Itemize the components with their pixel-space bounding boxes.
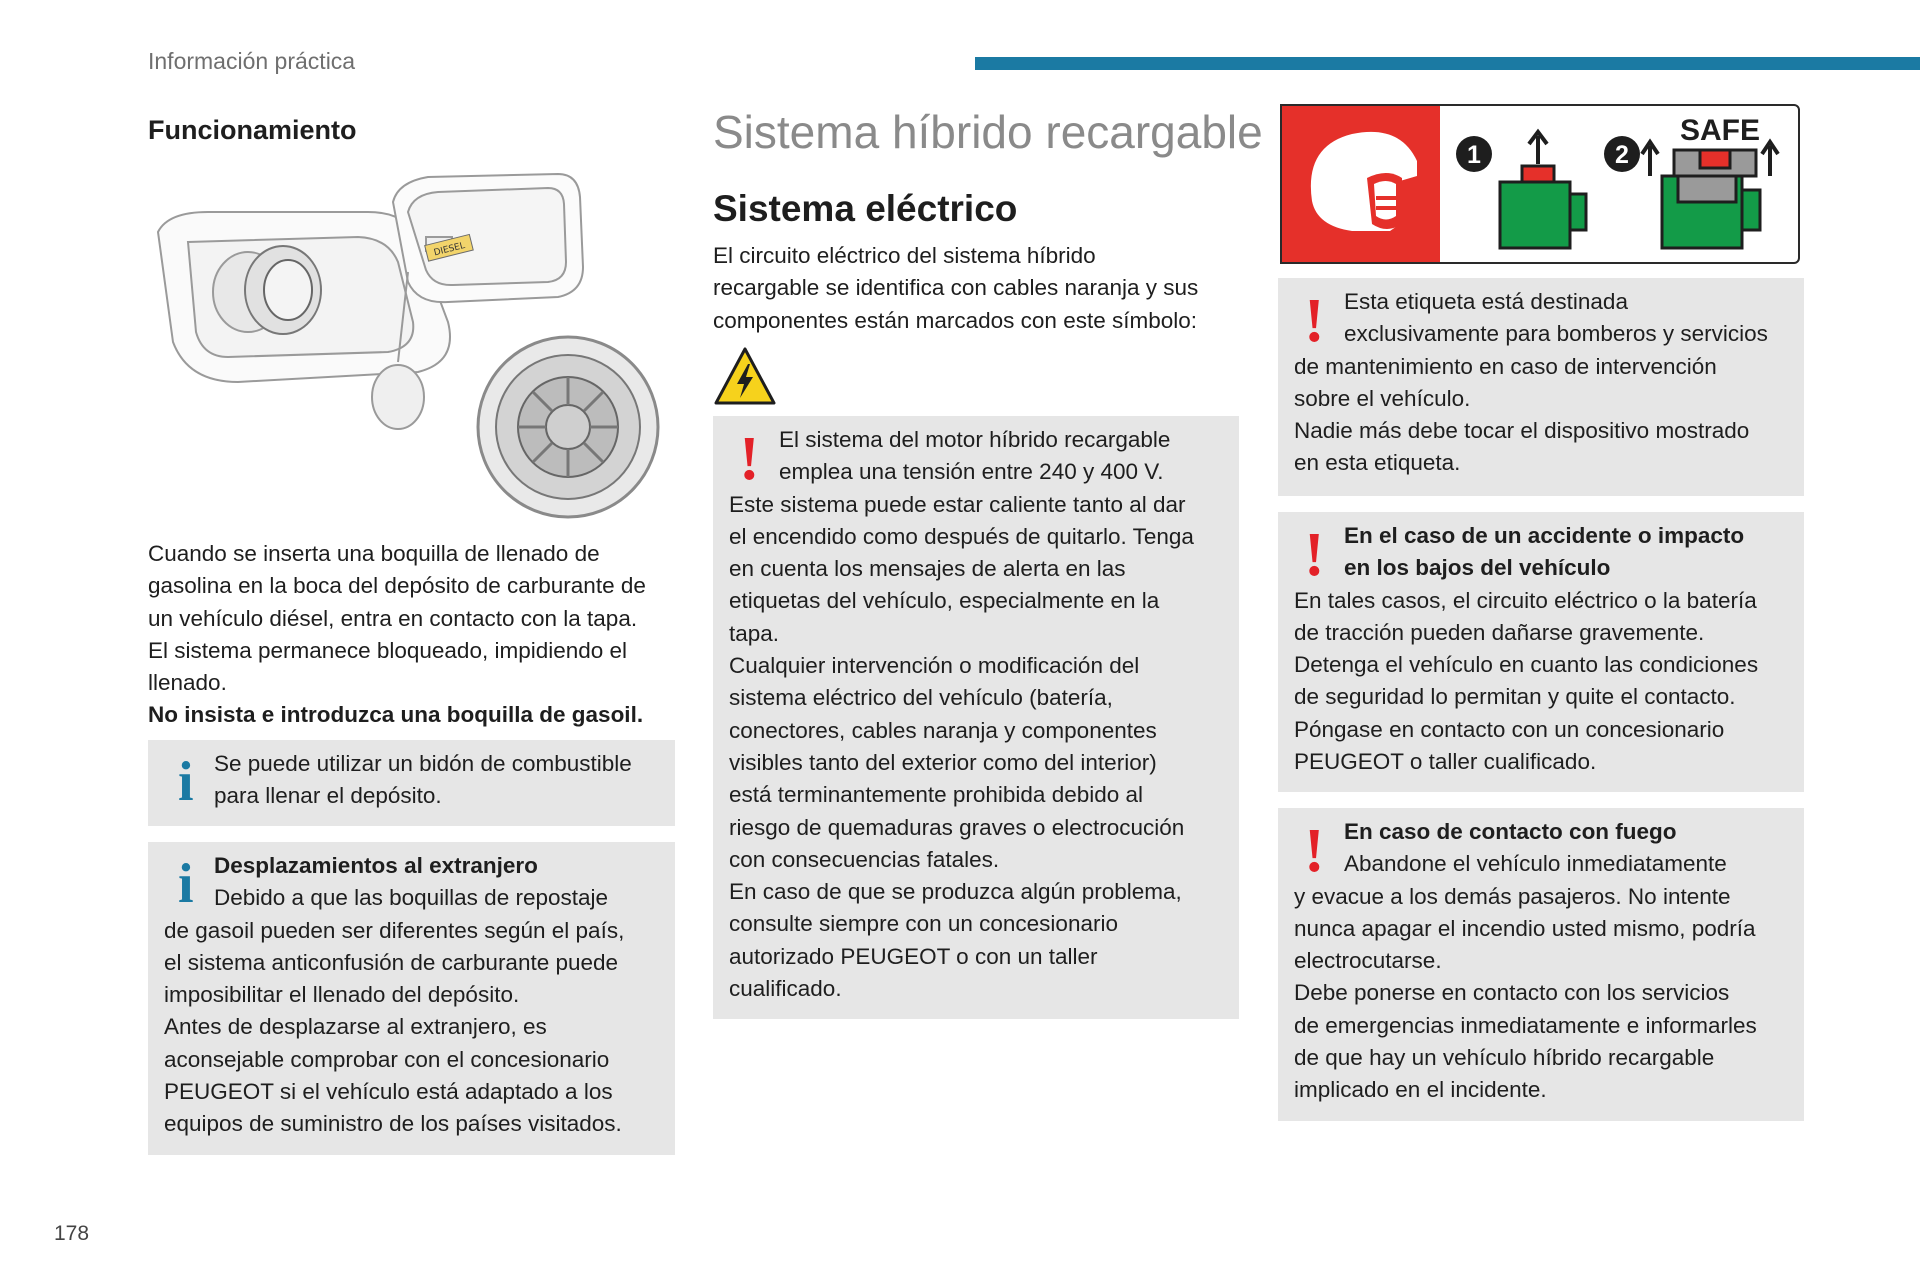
warning-line: sistema eléctrico del vehículo (batería, <box>729 685 1113 711</box>
warning-line: Esta etiqueta está destinada <box>1344 289 1628 314</box>
warning-line: de tracción pueden dañarse gravemente. <box>1294 619 1705 645</box>
paragraph-line: llenado. <box>148 670 227 696</box>
step-2-number: 2 <box>1615 141 1629 169</box>
paragraph-line: recargable se identifica con cables naranja y sus <box>713 275 1199 301</box>
warning-line: de seguridad lo permitan y quite el contacto. <box>1294 684 1736 710</box>
warning-exclamation-icon: ! <box>1304 287 1325 355</box>
warning-exclamation-icon: ! <box>1304 817 1325 885</box>
page-number: 178 <box>54 1222 90 1245</box>
warning-line: PEUGEOT o taller cualificado. <box>1294 749 1597 775</box>
warning-line: de emergencias inmediatamente e informarles <box>1294 1012 1757 1038</box>
warning-line: de mantenimiento en caso de intervención <box>1294 353 1717 379</box>
warning-title: En caso de contacto con fuego <box>1344 819 1677 844</box>
warning-line: En tales casos, el circuito eléctrico o la batería <box>1294 587 1757 613</box>
info-line: Debido a que las boquillas de repostaje <box>214 885 609 911</box>
intro-paragraph <box>713 240 1233 337</box>
info-line: PEUGEOT si el vehículo está adaptado a los <box>164 1079 613 1105</box>
header-accent-bar <box>975 57 1920 70</box>
info-line: de gasoil pueden ser diferentes según el país, <box>164 917 625 943</box>
warning-line: con consecuencias fatales. <box>729 846 1000 872</box>
paragraph-bold-line: No insista e introduzca una boquilla de gasoil. <box>148 702 644 728</box>
warning-line: cualificado. <box>729 976 842 1002</box>
step-1-number: 1 <box>1467 141 1481 169</box>
warning-line: visibles tanto del exterior como del interior) <box>729 749 1157 775</box>
warning-line: Este sistema puede estar caliente tanto al dar <box>729 491 1186 517</box>
paragraph-line: Cuando se inserta una boquilla de llenado de <box>148 541 600 566</box>
warning-line: sobre el vehículo. <box>1294 385 1471 411</box>
diesel-tag-label: DIESEL <box>432 241 467 259</box>
info-line: el sistema anticonfusión de carburante puede <box>164 949 619 975</box>
warning-box-accident <box>1278 512 1804 792</box>
warning-line: conectores, cables naranja y componentes <box>729 717 1157 743</box>
info-title: Desplazamientos al extranjero <box>214 853 538 878</box>
warning-line: en cuenta los mensajes de alerta en las <box>729 556 1126 582</box>
heading-funcionamiento: Funcionamiento <box>148 115 357 145</box>
paragraph-line: componentes están marcados con este símbolo: <box>713 307 1198 333</box>
info-line: equipos de suministro de los países visitados. <box>164 1111 622 1137</box>
warning-line: en esta etiqueta. <box>1294 450 1461 476</box>
paragraph-line: gasolina en la boca del depósito de carburante de <box>148 573 646 599</box>
warning-line: el encendido como después de quitarlo. Tenga <box>729 523 1194 549</box>
page-title: Sistema híbrido recargable <box>713 106 1263 158</box>
info-line: aconsejable comprobar con el concesionario <box>164 1046 610 1072</box>
warning-line: En caso de que se produzca algún problema, <box>729 879 1182 905</box>
warning-line: autorizado PEUGEOT o con un taller <box>729 943 1098 969</box>
info-box-abroad <box>148 842 675 1155</box>
info-line: Antes de desplazarse al extranjero, es <box>164 1014 547 1040</box>
safe-label-image <box>1280 104 1800 264</box>
connector-safe-icon <box>1642 142 1778 248</box>
warning-title: En el caso de un accidente o impacto <box>1344 523 1745 548</box>
filling-paragraph <box>148 538 675 732</box>
info-icon: i <box>178 751 194 813</box>
firefighter-helmet-icon <box>1311 132 1417 231</box>
warning-line: Póngase en contacto con un concesionario <box>1294 716 1725 742</box>
warning-line: consulte siempre con un concesionario <box>729 911 1118 937</box>
warning-line: nunca apagar el incendio usted mismo, podría <box>1294 915 1756 941</box>
warning-box-voltage <box>713 416 1239 1019</box>
warning-box-fire <box>1278 808 1804 1121</box>
warning-line: está terminantemente prohibida debido al <box>729 782 1144 808</box>
warning-line: El sistema del motor híbrido recargable <box>779 427 1171 452</box>
warning-line: Nadie más debe tocar el dispositivo mostrado <box>1294 418 1750 444</box>
section-label: Información práctica <box>148 48 356 74</box>
warning-line: electrocutarse. <box>1294 948 1442 974</box>
warning-line: exclusivamente para bomberos y servicios <box>1344 321 1768 347</box>
info-box-jerrycan <box>148 740 675 826</box>
info-line: para llenar el depósito. <box>214 783 442 809</box>
paragraph-line: El circuito eléctrico del sistema híbrido <box>713 243 1096 268</box>
warning-line: emplea una tensión entre 240 y 400 V. <box>779 459 1164 485</box>
warning-exclamation-icon: ! <box>1304 521 1325 589</box>
info-icon: i <box>178 853 194 915</box>
warning-line: y evacue a los demás pasajeros. No intente <box>1294 883 1731 909</box>
warning-line: de que hay un vehículo híbrido recargable <box>1294 1045 1715 1071</box>
connector-unplug-icon <box>1500 132 1586 248</box>
warning-line: Cualquier intervención o modificación del <box>729 653 1140 679</box>
warning-line: etiquetas del vehículo, especialmente en la <box>729 588 1160 614</box>
high-voltage-warning-icon <box>713 346 777 406</box>
warning-exclamation-icon: ! <box>739 425 760 493</box>
warning-line: riesgo de quemaduras graves o electrocución <box>729 814 1185 840</box>
warning-title: en los bajos del vehículo <box>1344 555 1611 581</box>
warning-line: Abandone el vehículo inmediatamente <box>1344 851 1727 877</box>
paragraph-line: El sistema permanece bloqueado, impidiendo el <box>148 637 628 663</box>
warning-line: tapa. <box>729 620 780 646</box>
info-line: Se puede utilizar un bidón de combustible <box>214 751 632 776</box>
info-line: imposibilitar el llenado del depósito. <box>164 982 520 1008</box>
paragraph-line: un vehículo diésel, entra en contacto con la tapa. <box>148 605 638 631</box>
warning-box-label <box>1278 278 1804 496</box>
section-heading: Sistema eléctrico <box>713 188 1018 229</box>
warning-line: implicado en el incidente. <box>1294 1077 1547 1103</box>
warning-line: Debe ponerse en contacto con los servicios <box>1294 980 1730 1006</box>
fuel-filler-illustration <box>148 172 675 530</box>
warning-line: Detenga el vehículo en cuanto las condiciones <box>1294 652 1759 678</box>
safe-text: SAFE <box>1679 114 1761 147</box>
